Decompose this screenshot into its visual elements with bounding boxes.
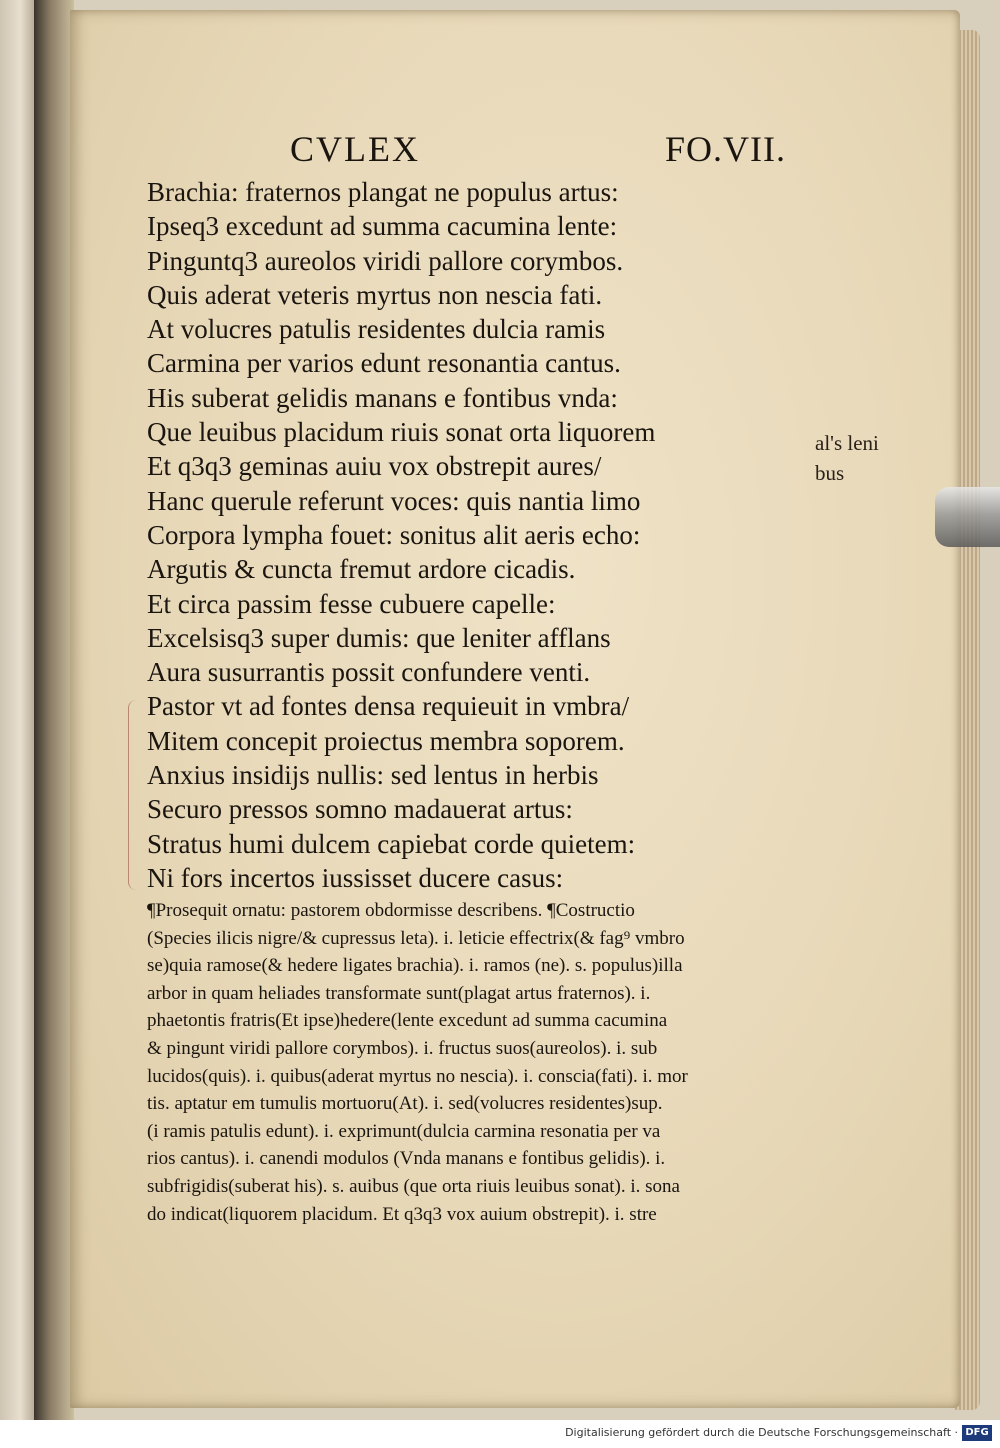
commentary-line: tis. aptatur em tumulis mortuoru(At). i. sed(volucres residentes)sup. (147, 1093, 663, 1115)
verse-line: Mitem concepit proiectus membra soporem. (147, 725, 625, 756)
commentary-line: se)quia ramose(& hedere ligates brachia). i. ramos (ne). s. populus)illa (147, 955, 683, 977)
commentary-line: ¶Prosequit ornatu: pastorem obdormisse describens. ¶Costructio (147, 900, 635, 921)
verse-line: Carmina per varios edunt resonantia cantus. (147, 348, 621, 379)
marginal-annotation (815, 428, 905, 488)
funding-credit: Digitalisierung gefördert durch die Deutsche Forschungsgemeinschaft · (565, 1426, 958, 1439)
verse-line: Stratus humi dulcem capiebat corde quietem: (147, 828, 636, 859)
verse-line: Pastor vt ad fontes densa requieuit in vmbra/ (147, 691, 630, 722)
footer-bar (0, 1420, 1000, 1448)
commentary-line: (Species ilicis nigre/& cupressus leta). i. leticie effectrix(& fag⁹ vmbro (147, 927, 685, 949)
verse-line: At volucres patulis residentes dulcia ramis (147, 314, 606, 345)
running-header (0, 128, 1000, 173)
verse-line: Anxius insidijs nullis: sed lentus in herbis (147, 760, 599, 791)
commentary-line: arbor in quam heliades transformate sunt(plagat artus fraternos). i. (147, 982, 651, 1004)
verse-line: Pinguntq3 aureolos viridi pallore corymbos. (147, 245, 624, 276)
commentary-line: subfrigidis(suberat his). s. auibus (que orta riuis leuibus sonat). i. sona (147, 1175, 680, 1197)
commentary-line: rios cantus). i. canendi modulos (Vnda manans e fontibus gelidis). i. (147, 1148, 666, 1170)
facing-page-edge (0, 0, 34, 1420)
commentary-line: (i ramis patulis edunt). i. exprimunt(dulcia carmina resonatia per va (147, 1120, 661, 1142)
folio-number: FO.VII. (665, 129, 786, 169)
running-title: CVLEX (290, 129, 420, 169)
commentary-line: & pingunt viridi pallore corymbos). i. fructus suos(aureolos). i. sub (147, 1037, 658, 1059)
marginal-annotation-line: al's leni (815, 431, 879, 455)
verse-line: Et q3q3 geminas auiu vox obstrepit aures/ (147, 451, 602, 482)
book-gutter (34, 0, 74, 1420)
verse-line: Securo pressos somno madauerat artus: (147, 794, 573, 825)
verse-line: Hanc querule referunt voces: quis nantia limo (147, 485, 641, 516)
verse-line: Quis aderat veteris myrtus non nescia fati. (147, 279, 603, 310)
verse-line: Aura susurrantis possit confundere venti. (147, 657, 591, 688)
page-clip (935, 487, 1000, 547)
commentary-block (147, 897, 807, 1228)
verse-line: Que leuibus placidum riuis sonat orta liquorem (147, 417, 656, 448)
dfg-logo: DFG (962, 1425, 992, 1441)
verse-block (147, 175, 787, 895)
commentary-line: lucidos(quis). i. quibus(aderat myrtus no nescia). i. conscia(fati). i. mor (147, 1065, 688, 1087)
commentary-line: phaetontis fratris(Et ipse)hedere(lente excedunt ad summa cacumina (147, 1010, 668, 1032)
verse-line: Et circa passim fesse cubuere capelle: (147, 588, 556, 619)
commentary-line: do indicat(liquorem placidum. Et q3q3 vox auium obstrepit). i. stre (147, 1203, 657, 1225)
verse-line: Brachia: fraternos plangat ne populus artus: (147, 177, 619, 207)
verse-line: Corpora lympha fouet: sonitus alit aeris echo: (147, 519, 641, 550)
pencil-bracket-mark (128, 700, 143, 890)
verse-line: Argutis & cuncta fremut ardore cicadis. (147, 554, 576, 585)
verse-line: His suberat gelidis manans e fontibus vnda: (147, 382, 618, 413)
verse-line: Excelsisq3 super dumis: que leniter afflans (147, 622, 611, 653)
verse-line: Ni fors incertos iussisset ducere casus: (147, 862, 564, 893)
marginal-annotation-line: bus (815, 461, 845, 485)
verse-line: Ipseq3 excedunt ad summa cacumina lente: (147, 211, 618, 242)
